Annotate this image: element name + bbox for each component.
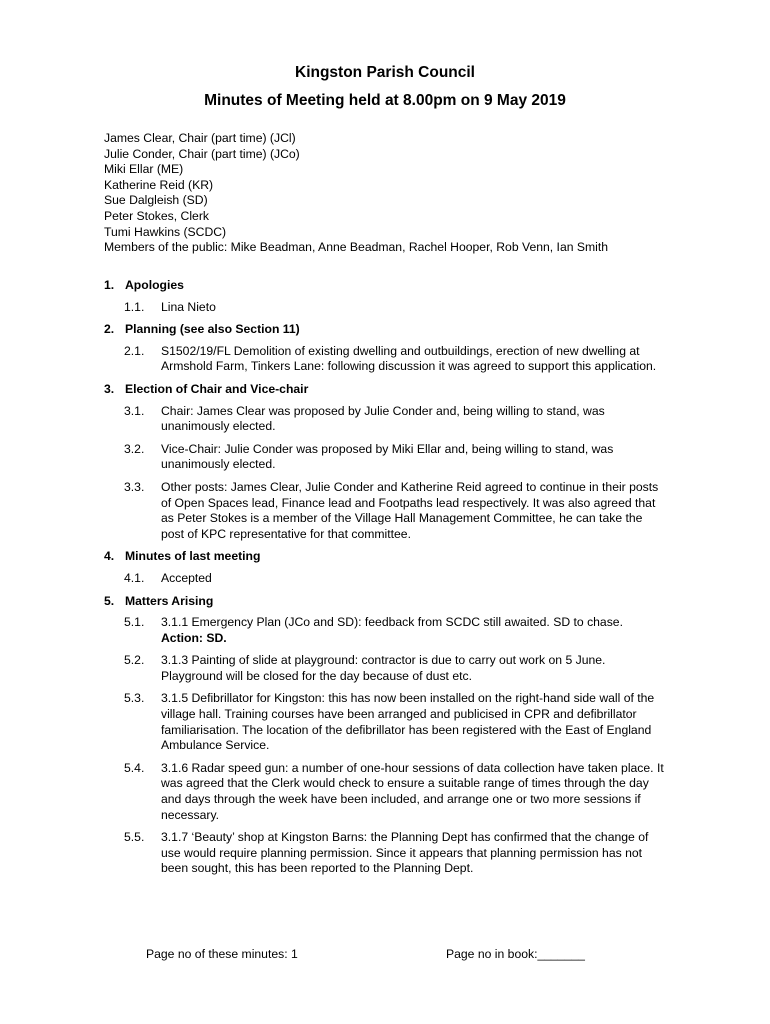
section-number: 2. — [104, 322, 115, 337]
item-text: 3.1.6 Radar speed gun: a number of one-hour sessions of data collection have taken place. It was agreed that the Clerk would check to ensure a suitable range of times through the day and days through the week have been included, and arrange one or two more sessions if necessary. — [161, 760, 664, 822]
item-text: Other posts: James Clear, Julie Conder and Katherine Reid agreed to continue in their posts of Open Spaces lead, Finance lead and Footpaths lead respectively. It was also agreed that as Peter Stokes is a member of the Village Hall Management Committee, he can take the post of KPC representative for that committee. — [161, 479, 659, 541]
item-text-block — [161, 344, 664, 375]
item-text-block — [161, 761, 664, 823]
item-text: Chair: James Clear was proposed by Julie Conder and, being willing to stand, was unanimously elected. — [161, 403, 605, 434]
attendee-line: James Clear, Chair (part time) (JCl) — [104, 131, 296, 145]
attendee-line: Julie Conder, Chair (part time) (JCo) — [104, 146, 300, 161]
section-heading — [104, 382, 664, 398]
section-title: Matters Arising — [125, 593, 214, 608]
item-text: 3.1.7 ‘Beauty’ shop at Kingston Barns: the Planning Dept has confirmed that the change of use would require planning permission. Since it appears that planning permission has not been sought, this has been reported to the Planning Dept. — [161, 830, 649, 876]
minute-item — [104, 480, 664, 542]
section-number: 4. — [104, 549, 115, 564]
item-text: Accepted — [161, 570, 212, 585]
item-number: 3.2. — [124, 441, 145, 456]
item-text: Lina Nieto — [161, 299, 216, 314]
minute-item — [104, 830, 664, 877]
item-text-block — [161, 571, 664, 587]
item-number: 2.1. — [124, 343, 145, 358]
minute-item — [104, 761, 664, 823]
attendee-line: Tumi Hawkins (SCDC) — [104, 224, 227, 239]
item-number: 5.2. — [124, 653, 145, 668]
minute-item — [104, 404, 664, 435]
action-note: Action: SD. — [161, 630, 227, 645]
item-text-block — [161, 480, 664, 542]
footer-page-number: Page no of these minutes: 1 — [146, 947, 298, 961]
section-title: Election of Chair and Vice-chair — [125, 381, 309, 396]
minute-item — [104, 300, 664, 316]
section-heading — [104, 322, 664, 338]
item-number: 5.1. — [124, 615, 145, 630]
item-text-block — [161, 691, 664, 753]
attendee-line: Sue Dalgleish (SD) — [104, 193, 208, 208]
section-number: 5. — [104, 593, 115, 608]
attendee-line: Katherine Reid (KR) — [104, 177, 214, 192]
attendee-line: Peter Stokes, Clerk — [104, 208, 209, 223]
section-heading — [104, 549, 664, 565]
minute-item — [104, 691, 664, 753]
item-text-block — [161, 442, 664, 473]
document-title: Kingston Parish Council — [295, 64, 475, 81]
attendee-list — [104, 131, 704, 256]
minute-item — [104, 442, 664, 473]
item-text: 3.1.1 Emergency Plan (JCo and SD): feedback from SCDC still awaited. SD to chase. — [161, 615, 623, 630]
document-subtitle: Minutes of Meeting held at 8.00pm on 9 May 2019 — [204, 92, 566, 109]
footer-book-page: Page no in book:_______ — [446, 947, 585, 961]
section-title: Minutes of last meeting — [125, 549, 261, 564]
section-title: Planning (see also Section 11) — [125, 322, 300, 337]
minute-item — [104, 653, 664, 684]
item-number: 1.1. — [124, 299, 145, 314]
section-heading — [104, 278, 664, 294]
item-text-block — [161, 404, 664, 435]
item-text: Vice-Chair: Julie Conder was proposed by Miki Ellar and, being willing to stand, was unanimously elected. — [161, 441, 614, 472]
section-title: Apologies — [125, 278, 184, 292]
item-number: 5.5. — [124, 830, 145, 845]
minutes-sections — [104, 278, 664, 884]
item-text-block — [161, 830, 664, 877]
section-heading — [104, 594, 664, 610]
minute-item — [104, 615, 664, 646]
item-number: 5.4. — [124, 760, 145, 775]
attendee-line: Miki Ellar (ME) — [104, 162, 184, 177]
item-text-block — [161, 615, 664, 646]
item-text: S1502/19/FL Demolition of existing dwelling and outbuildings, erection of new dwelling at Armshold Farm, Tinkers Lane: following discussion it was agreed to support this application. — [161, 343, 657, 374]
attendee-line: Members of the public: Mike Beadman, Anne Beadman, Rachel Hooper, Rob Venn, Ian Smith — [104, 240, 609, 255]
item-number: 3.1. — [124, 403, 145, 418]
minute-item — [104, 344, 664, 375]
item-number: 3.3. — [124, 479, 145, 494]
section-number: 3. — [104, 381, 115, 396]
item-text: 3.1.5 Defibrillator for Kingston: this has now been installed on the right-hand side wall of the village hall. Training courses have been arranged and publicised in CPR and defibrillator familiarisation. The location of the defibrillator has been registered with the East of England Ambulance Service. — [161, 691, 655, 753]
section-number: 1. — [104, 278, 115, 292]
item-number: 5.3. — [124, 691, 145, 706]
item-text-block — [161, 300, 664, 316]
item-text: 3.1.3 Painting of slide at playground: contractor is due to carry out work on 5 June. Playground will be closed for the day because of dust etc. — [161, 653, 606, 683]
item-number: 4.1. — [124, 570, 145, 585]
minute-item — [104, 571, 664, 587]
item-text-block — [161, 653, 664, 684]
